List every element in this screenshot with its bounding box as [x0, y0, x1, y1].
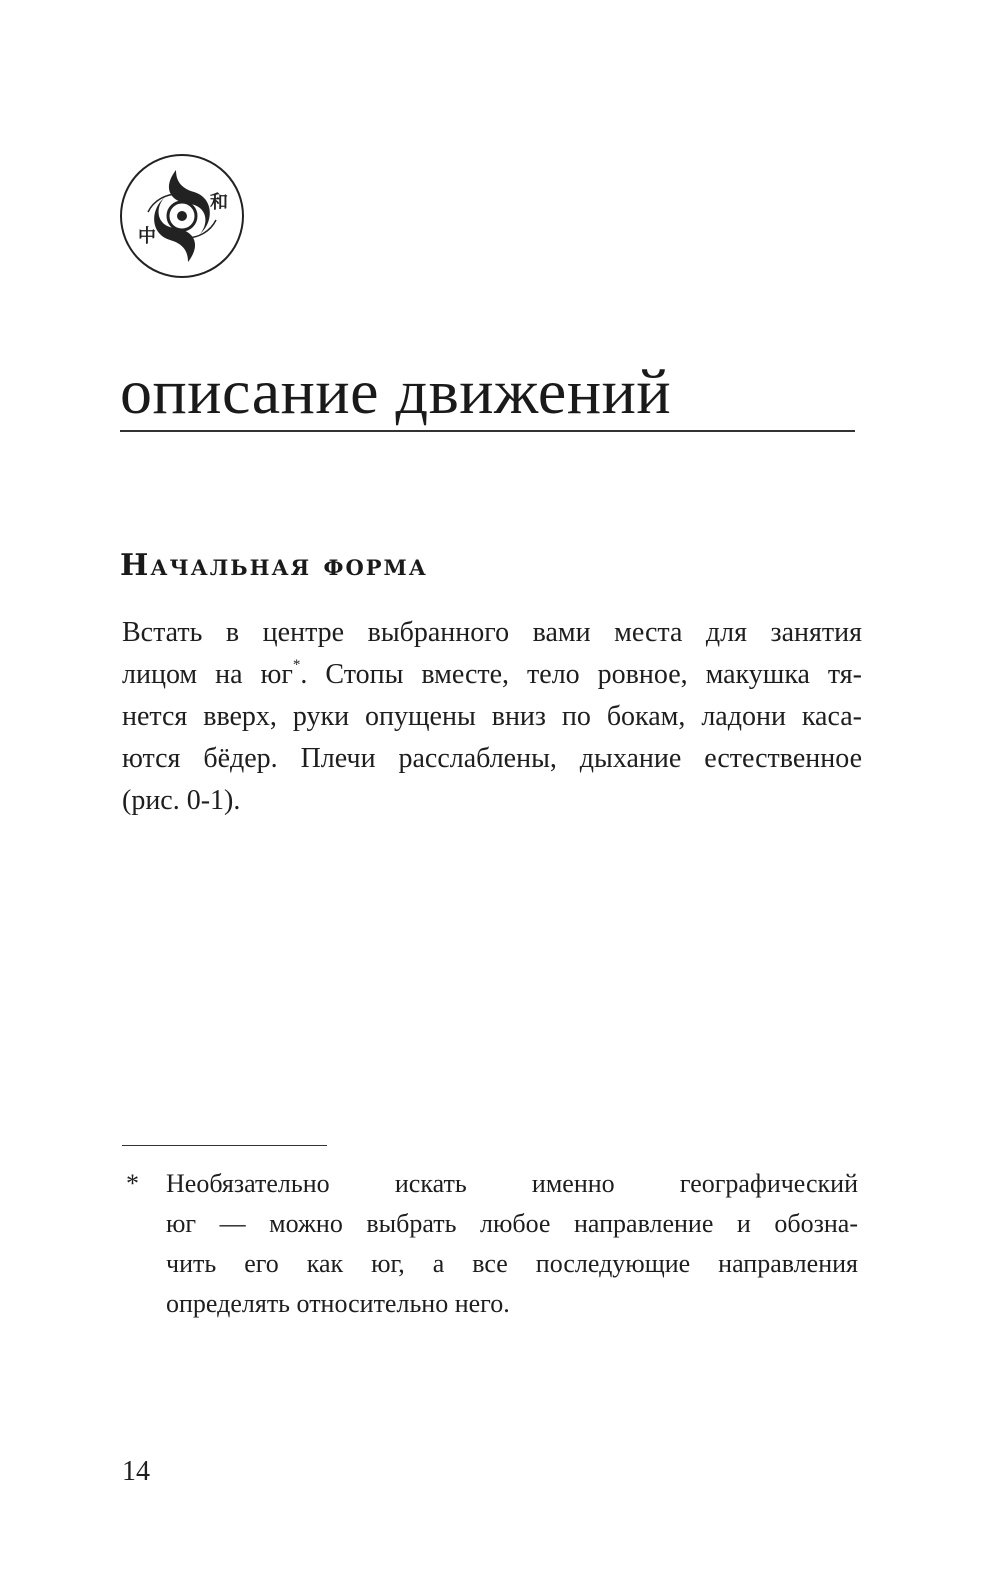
footnote-line: юг — можно выбрать любое направление и обозна-: [166, 1209, 858, 1238]
emblem-char-right: 和: [210, 192, 228, 213]
paragraph-line: (рис. 0-1).: [122, 785, 241, 816]
emblem-swirl-lower: [154, 198, 195, 262]
page-number: 14: [122, 1456, 150, 1487]
body-paragraph: [122, 612, 862, 822]
footnote-line: чить его как юг, а все последующие направления: [166, 1249, 858, 1278]
footnote-line: определять относительно него.: [166, 1289, 510, 1318]
title-underline-divider: [120, 430, 855, 432]
emblem-svg: [118, 152, 246, 280]
paragraph-line-part: лицом на юг: [122, 659, 293, 690]
paragraph-line: ются бёдер. Плечи расслаблены, дыхание естественное: [122, 743, 862, 774]
chapter-title: описание движений: [120, 356, 672, 427]
footnote-marker: *: [126, 1169, 139, 1198]
footnote: [122, 1164, 858, 1324]
paragraph-line: [122, 654, 862, 696]
footnote-reference-marker: *: [292, 657, 301, 673]
paragraph-line: нется вверх, руки опущены вниз по бокам, ладони каса-: [122, 701, 862, 732]
yin-yang-swirl-emblem-icon: [118, 152, 246, 280]
footnote-body: [166, 1164, 858, 1324]
emblem-char-left: 中: [138, 226, 156, 247]
paragraph-line: Встать в центре выбранного вами места для занятия: [122, 617, 862, 648]
section-heading: Начальная форма: [120, 548, 428, 583]
emblem-swirl-upper: [169, 170, 210, 234]
paragraph-line-part: . Стопы вместе, тело ровное, макушка тя-: [300, 659, 862, 690]
footnote-line: Необязательно искать именно географический: [166, 1169, 858, 1198]
footnote-divider: [122, 1145, 327, 1146]
emblem-center-dot: [177, 211, 187, 221]
